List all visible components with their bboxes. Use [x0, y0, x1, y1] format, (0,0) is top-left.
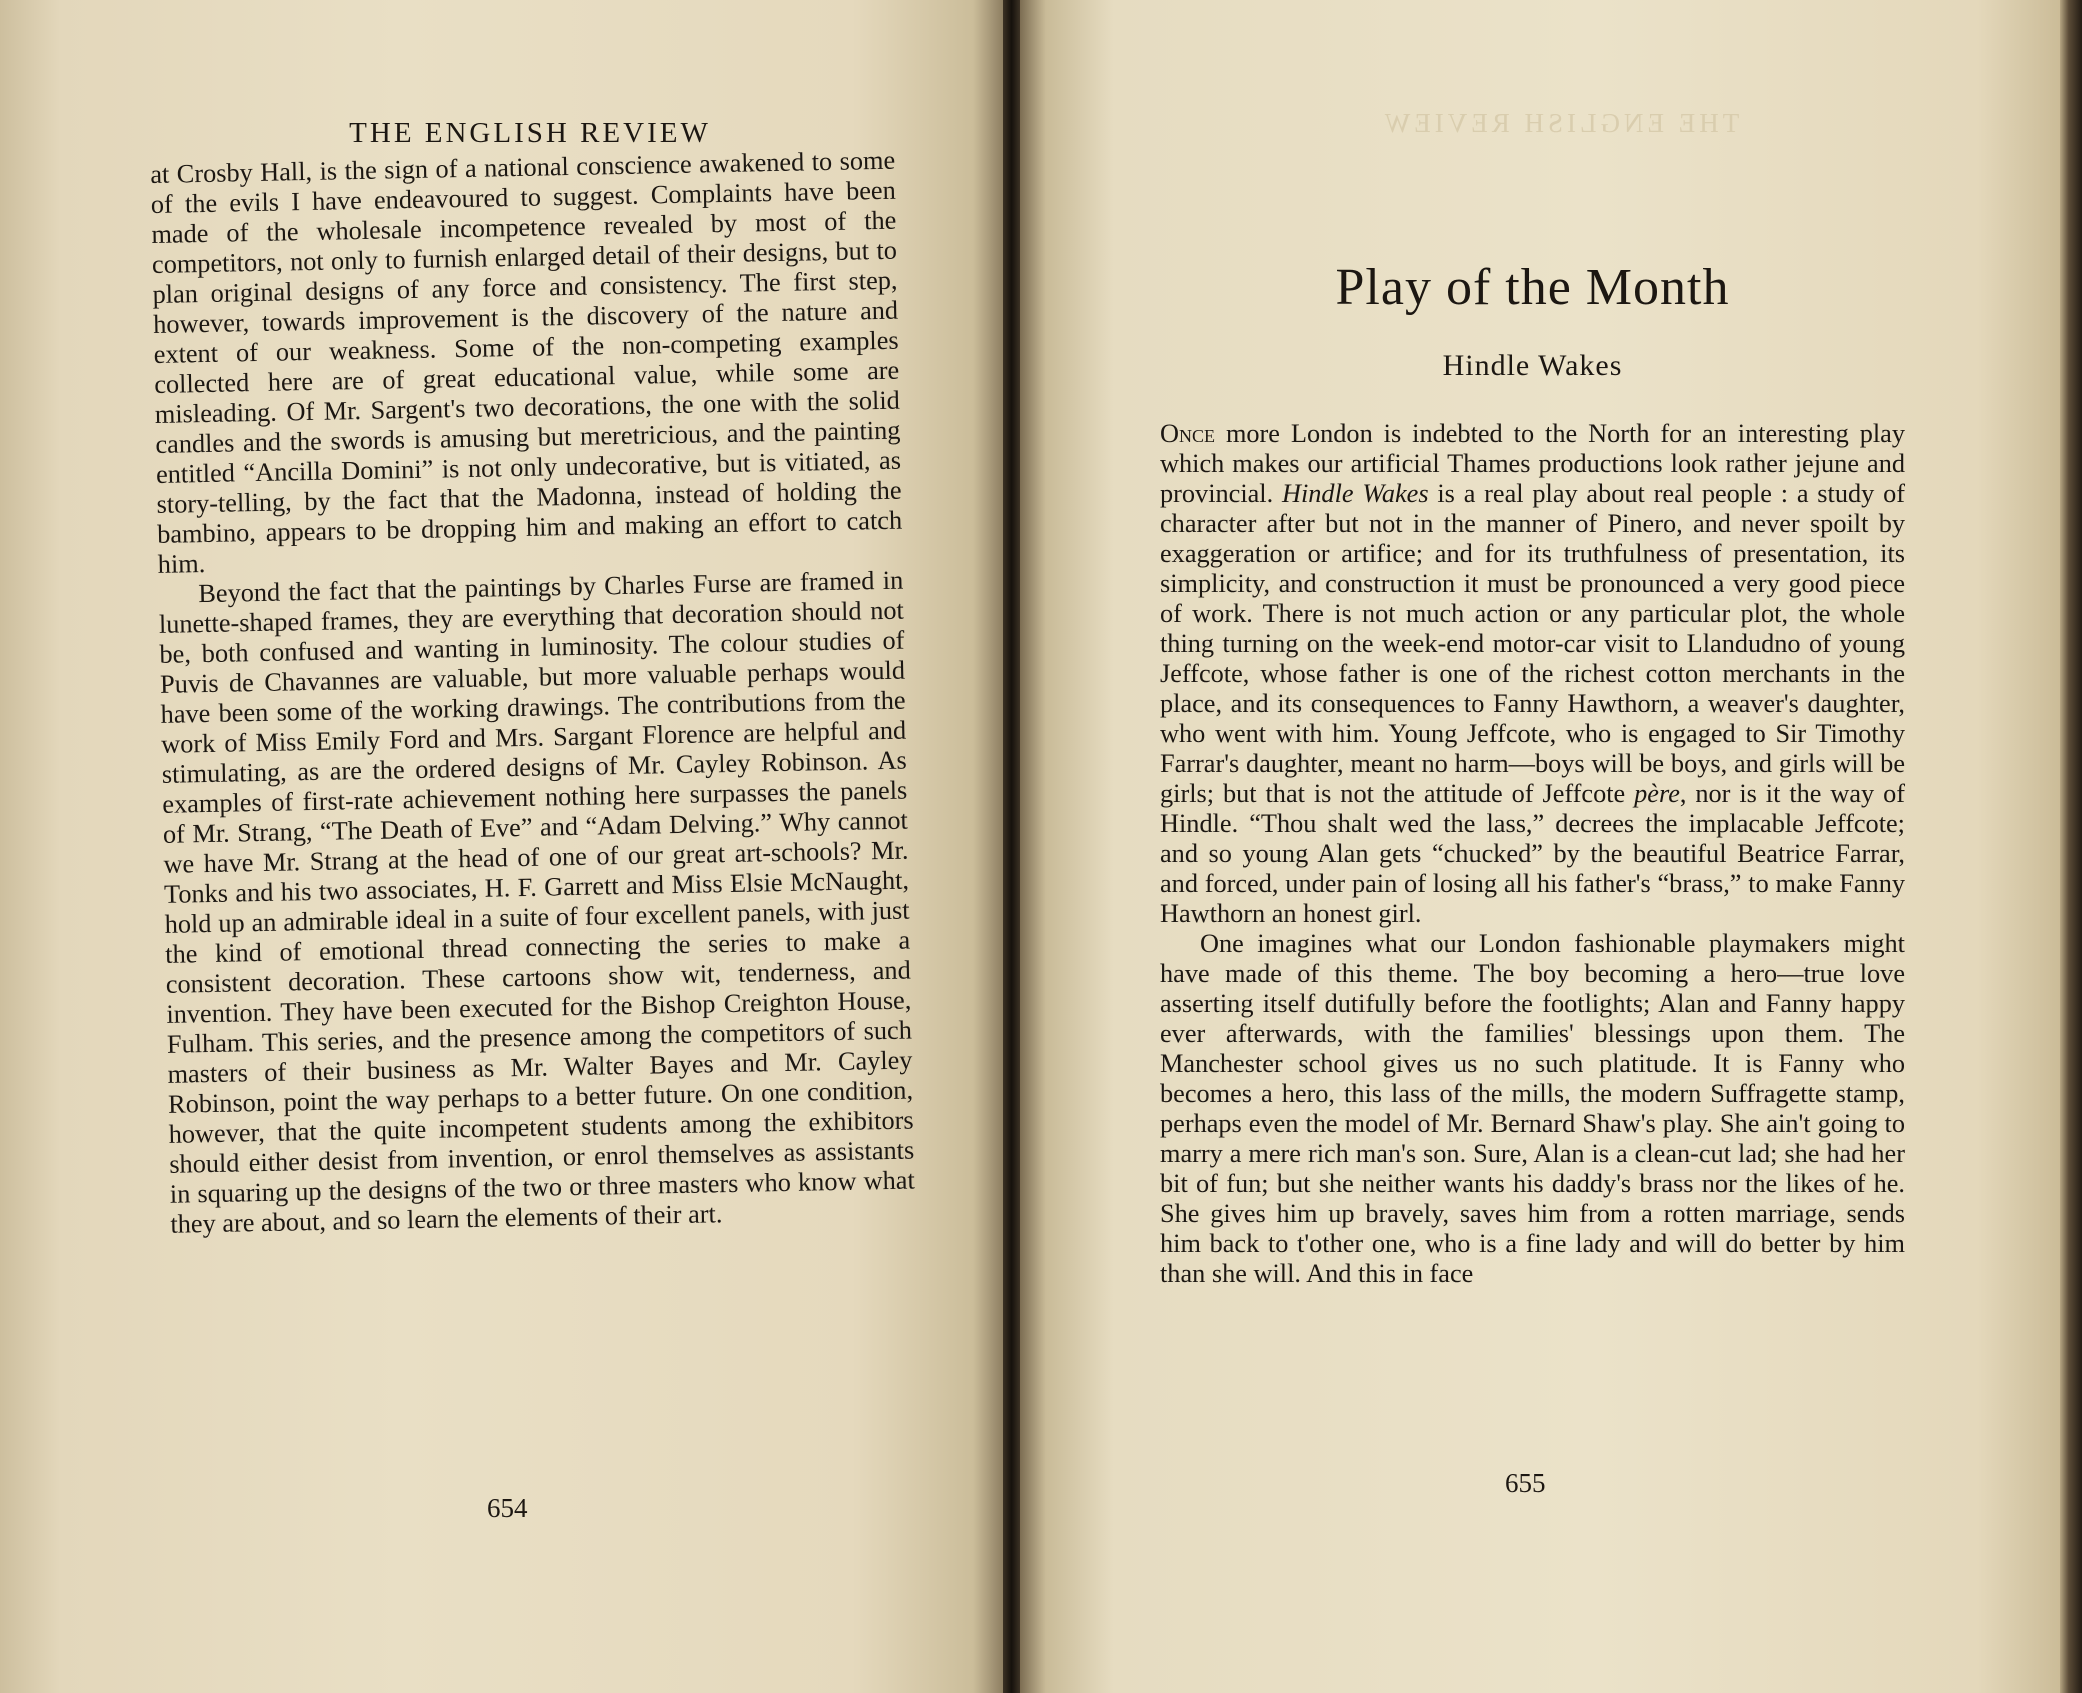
body-paragraph — [1160, 419, 1905, 929]
book-gutter — [1003, 0, 1020, 1693]
right-text-column — [1160, 419, 1905, 1289]
page-edge — [2060, 0, 2082, 1693]
body-paragraph: at Crosby Hall, is the sign of a national conscience awakened to some of the evils I have endeavoured to suggest. Complaints have been made of the wholesale incompetence revealed by most of the competitors, not only to furnish enlarged detail of their designs, but to plan original designs of any force and consistency. The first step, however, towards improvement is the discovery of the nature and extent of our weakness. Some of the non-competing examples collected here are of great educational value, while some are misleading. Of Mr. Sargent's two decorations, the one with the solid candles and the swords is amusing but meretricious, and the painting entitled “Ancilla Domini” is not only undecorative, but is vitiated, as story-telling, by the fact that the Madonna, instead of holding the bambino, appears to be dropping him and making an effort to catch him. — [150, 145, 903, 579]
body-paragraph: One imagines what our London fashionable playmakers might have made of this theme. The boy becoming a hero—true love asserting itself dutifully before the footlights; Alan and Fanny happy ever afterwards, with the families' blessings upon them. The Manchester school gives us no such platitude. It is Fanny who becomes a hero, this lass of the mills, the modern Suffragette stamp, perhaps even the model of Mr. Bernard Shaw's play. She ain't going to marry a mere rich man's son. Sure, Alan is a clean-cut lad; she had her bit of fun; but she neither wants his daddy's brass nor the likes of he. She gives him up bravely, saves him from a rotten marriage, sends him back to t'other one, who is a fine lady and will do better by him than she will. And this in face — [1160, 929, 1905, 1288]
opening-word: Once — [1160, 419, 1215, 448]
play-title: Hindle Wakes — [1281, 479, 1429, 508]
body-paragraph: Beyond the fact that the paintings by Charles Furse are framed in lunette-shaped frames, they are everything that decoration should not be, both confused and wanting in luminosity. The colour studies of Puvis de Chavannes are valuable, but more valuable perhaps would have been some of the working drawings. The contributions from the work of Miss Emily Ford and Mrs. Sargant Florence are helpful and stimulating, as are the ordered designs of Mr. Cayley Robinson. As examples of first-rate achievement nothing here surpasses the panels of Mr. Strang, “The Death of Eve” and “Adam Delving.” Why cannot we have Mr. Strang at the head of one of our great art-schools? Mr. Tonks and his two associates, H. F. Garrett and Miss Elsie McNaught, hold up an admirable ideal in a suite of four excellent panels, with just the kind of emotional thread connecting the series to make a consistent decoration. These cartoons show wit, tenderness, and invention. They have been executed for the Bishop Creighton House, Fulham. This series, and the presence among the competitors of such masters of their business as Mr. Walter Bayes and Mr. Cayley Robinson, point the way perhaps to a better future. On one condition, however, that the quite incompetent students among the exhibitors should either desist from invention, or enrol themselves as assistants in squaring up the designs of the two or three masters who know what they are about, and so learn the elements of their art. — [158, 565, 916, 1239]
running-head: THE ENGLISH REVIEW — [349, 117, 711, 149]
page-number: 655 — [1505, 1468, 1546, 1498]
article-title: Play of the Month — [1335, 259, 1730, 316]
italic-word: père — [1634, 779, 1680, 808]
left-text-column — [150, 146, 916, 1240]
page-number: 654 — [487, 1493, 528, 1523]
show-through-running-head: THE ENGLISH REVIEW — [1380, 108, 1740, 138]
article-subtitle: Hindle Wakes — [1442, 349, 1623, 382]
text-run: , nor is it the way of Hindle. “Thou shalt wed the lass,” decrees the implacable Jeffcote; and so young Alan gets “chucked” by the beautiful Beatrice Farrar, and forced, under pain of losing all his father's “brass,” to make Fanny Hawthorn an honest girl. — [1160, 779, 1905, 928]
text-run: is a real play about real people : a study of character after but not in the manner of Pinero, and never spoilt by exaggeration or artifice; and for its truthfulness of presentation, its simplicity, and construction it must be pronounced a very good piece of work. There is not much action or any particular plot, the whole thing turning on the week-end motor-car visit to Llandudno of young Jeffcote, whose father is one of the richest cotton merchants in the place, and its consequences to Fanny Hawthorn, a weaver's daughter, who went with him. Young Jeffcote, who is engaged to Sir Timothy Farrar's daughter, meant no harm—boys will be boys, and girls will be girls; but that is not the attitude of Jeffcote — [1160, 479, 1905, 808]
text-run: more London is indebted to the North for an interesting play which makes our artificial Thames productions look rather jejune and provincial. — [1160, 419, 1905, 508]
